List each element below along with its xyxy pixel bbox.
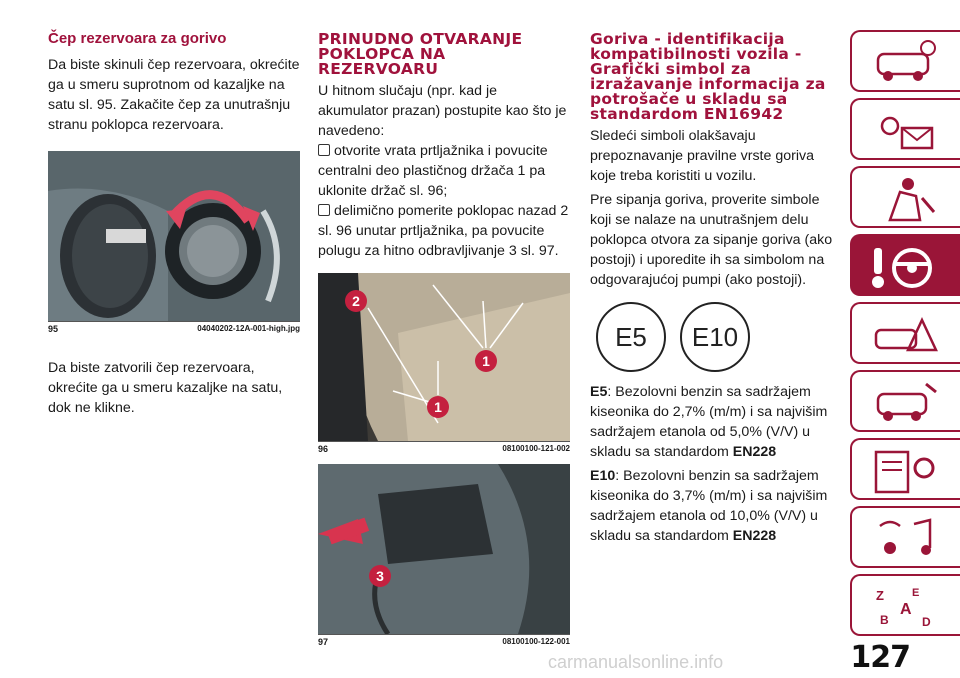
paragraph: Da biste skinuli čep rezervoara, okrećite ga u smeru suprotnom od kazaljke na satu sl. 95. Zakačite čep za unutrašnju stranu poklopca rezervoara.: [48, 57, 300, 133]
fuel-symbols: [596, 302, 842, 372]
column-2: [318, 0, 570, 647]
figure-caption: [48, 321, 300, 334]
tab-safety[interactable]: [850, 166, 960, 228]
checkbox-bullet-icon: [318, 204, 330, 216]
figure-caption: [318, 441, 570, 454]
figure-code: 04040202-12A-001-high.jpg: [197, 324, 300, 333]
paragraph: U hitnom slučaju (npr. kad je akumulator prazan) postupite kao što je navedeno:: [318, 83, 567, 139]
e5-symbol: E5: [596, 302, 666, 372]
svg-text:B: B: [880, 613, 889, 627]
tab-emergency[interactable]: [850, 302, 960, 364]
warning-lights-icon: [870, 106, 940, 156]
e10-description: E10: Bezolovni benzin sa sadržajem kiseonika do 3,7% (m/m) i sa najvišim sadržajem etanola od 10,0% (V/V) u skladu sa standardom EN228: [590, 468, 828, 544]
tab-maintenance[interactable]: [850, 370, 960, 432]
figure-code: 08100100-122-001: [502, 637, 570, 646]
section-title: Goriva - identifikacija kompatibilnosti vozila - Grafički simbol za izražavanje informacija za potrošače u skladu sa standardom EN16942: [590, 30, 826, 123]
svg-text:Z: Z: [876, 588, 884, 603]
release-lever-photo: [318, 464, 570, 634]
tab-warning-lights[interactable]: [850, 98, 960, 160]
tab-tech-data[interactable]: [850, 438, 960, 500]
paragraph: Sledeći simboli olakšavaju prepoznavanje pravilne vrste goriva koje treba koristiti u vozilu.: [590, 128, 814, 184]
checkbox-bullet-icon: [318, 144, 330, 156]
section-title: PRINUDNO OTVARANJE POKLOPCA NA REZERVOARU: [318, 30, 523, 78]
figure-code: 08100100-121-002: [502, 444, 570, 453]
seat-safety-icon: [870, 174, 940, 224]
maintenance-icon: [870, 378, 940, 428]
e10-symbol: E10: [680, 302, 750, 372]
paragraph: Pre sipanja goriva, proverite simbole koji se nalaze na unutrašnjem delu poklopca otvora za sipanje goriva (ako postoji) i uporedite ih sa simbolom na odgovarajućoj pumpi (ako postoji).: [590, 192, 833, 288]
figure-number: 97: [318, 637, 329, 647]
index-icon: [870, 582, 940, 632]
steering-key-icon: [870, 242, 940, 292]
svg-text:E: E: [912, 587, 920, 599]
callout-1: 1: [482, 353, 490, 369]
column-1: [48, 0, 300, 424]
tab-starting-driving[interactable]: [850, 234, 960, 296]
callout-3: 3: [376, 568, 384, 584]
figure-number: 96: [318, 444, 329, 454]
figure-number: 95: [48, 324, 59, 334]
multimedia-icon: [870, 514, 940, 564]
tab-car-info[interactable]: [850, 30, 960, 92]
tab-multimedia[interactable]: [850, 506, 960, 568]
watermark: carmanualsonline.info: [548, 652, 724, 672]
tech-data-icon: [870, 446, 940, 496]
trunk-photo: [318, 273, 570, 441]
tab-index[interactable]: [850, 574, 960, 636]
paragraph: Da biste zatvorili čep rezervoara, okrećite ga u smeru kazaljke na satu, dok ne klikne.: [48, 360, 283, 416]
svg-text:D: D: [922, 615, 931, 629]
emergency-icon: [870, 310, 940, 360]
page-number: 127: [850, 640, 910, 675]
column-3: [590, 0, 842, 550]
section-title: Čep rezervoara za gorivo: [48, 30, 227, 47]
figure-95: [48, 151, 300, 321]
list-item: otvorite vrata prtljažnika i povucite centralni deo plastičnog držača 1 pa uklonite držač sl. 96;: [318, 143, 548, 199]
figure-96: [318, 273, 570, 441]
callout-2: 2: [352, 293, 360, 309]
list-item: delimično pomerite poklopac nazad 2 sl. 96 unutar prtljažnika, pa povucite polugu za hitno odbravljivanje 3 sl. 97.: [318, 203, 569, 259]
figure-97: [318, 464, 570, 634]
e5-description: E5: Bezolovni benzin sa sadržajem kiseonika do 2,7% (m/m) i sa najvišim sadržajem etanola od 5,0% (V/V) u skladu sa standardom EN228: [590, 384, 828, 460]
car-info-icon: [870, 38, 940, 88]
callout-1: 1: [434, 399, 442, 415]
fuel-cap-photo: [48, 151, 300, 321]
svg-text:A: A: [900, 601, 912, 618]
figure-caption: [318, 634, 570, 647]
